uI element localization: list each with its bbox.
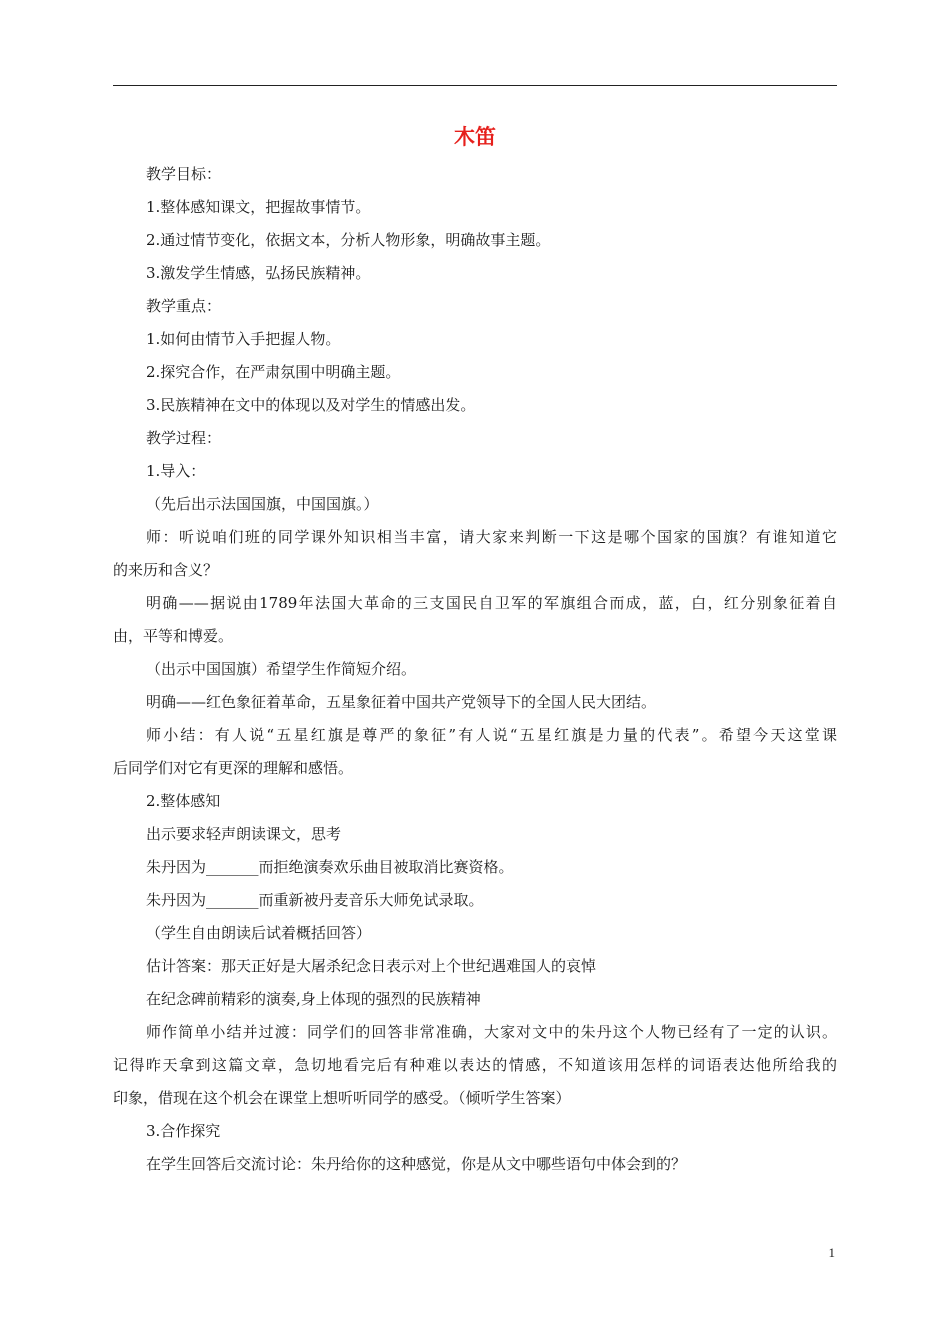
text-line: 印象，借现在这个机会在课堂上想听听同学的感受。（倾听学生答案） [113,1089,571,1107]
text-line: 出示要求轻声朗读课文，思考 [146,825,342,843]
text-line: 2.探究合作，在严肃氛围中明确主题。 [146,363,401,381]
text-line: 3.民族精神在文中的体现以及对学生的情感出发。 [146,396,476,414]
text-line: 3.激发学生情感，弘扬民族精神。 [146,264,371,282]
text-line: 明确——据说由1789年法国大革命的三支国民自卫军的军旗组合而成，蓝，白，红分别象征着自 [146,594,837,612]
text-line: 师作简单小结并过渡：同学们的回答非常准确，大家对文中的朱丹这个人物已经有了一定的认识。 [146,1023,837,1041]
text-line: 3.合作探究 [146,1122,221,1140]
text-line: （学生自由朗读后试着概括回答） [146,924,372,942]
text-line: 师：听说咱们班的同学课外知识相当丰富，请大家来判断一下这是哪个国家的国旗？有谁知道它 [146,528,837,546]
text-line: 在纪念碑前精彩的演奏,身上体现的强烈的民族精神 [146,990,481,1008]
text-line: 1.导入： [146,462,206,480]
text-line: （先后出示法国国旗，中国国旗。） [146,495,379,513]
text-line: 由，平等和博爱。 [113,627,234,645]
text-line: 朱丹因为_______而重新被丹麦音乐大师免试录取。 [146,891,484,909]
text-line: 教学目标： [146,165,222,183]
text-line: 后同学们对它有更深的理解和感悟。 [113,759,354,777]
text-line: 教学重点： [146,297,222,315]
text-line: 在学生回答后交流讨论：朱丹给你的这种感觉，你是从文中哪些语句中体会到的？ [146,1155,687,1173]
text-line: 师小结：有人说“五星红旗是尊严的象征”有人说“五星红旗是力量的代表”。希望今天这堂课 [146,726,837,744]
text-line: 教学过程： [146,429,222,447]
text-line: 1.如何由情节入手把握人物。 [146,330,341,348]
text-line: 记得昨天拿到这篇文章，急切地看完后有种难以表达的情感，不知道该用怎样的词语表达他所给我的 [113,1056,837,1074]
text-line: 2.整体感知 [146,792,221,810]
text-line: 朱丹因为_______而拒绝演奏欢乐曲目被取消比赛资格。 [146,858,514,876]
text-line: 2.通过情节变化，依据文本，分析人物形象，明确故事主题。 [146,231,551,249]
text-line: （出示中国国旗）希望学生作简短介绍。 [146,660,417,678]
text-line: 明确——红色象征着革命，五星象征着中国共产党领导下的全国人民大团结。 [146,693,657,711]
document-title: 木笛 [454,125,496,149]
header-rule [113,85,837,86]
text-line: 的来历和含义？ [113,561,219,579]
text-line: 估计答案：那天正好是大屠杀纪念日表示对上个世纪遇难国人的哀悼 [146,957,597,975]
text-line: 1.整体感知课文，把握故事情节。 [146,198,371,216]
page-number: 1 [828,1245,835,1260]
document-body [113,158,837,1181]
